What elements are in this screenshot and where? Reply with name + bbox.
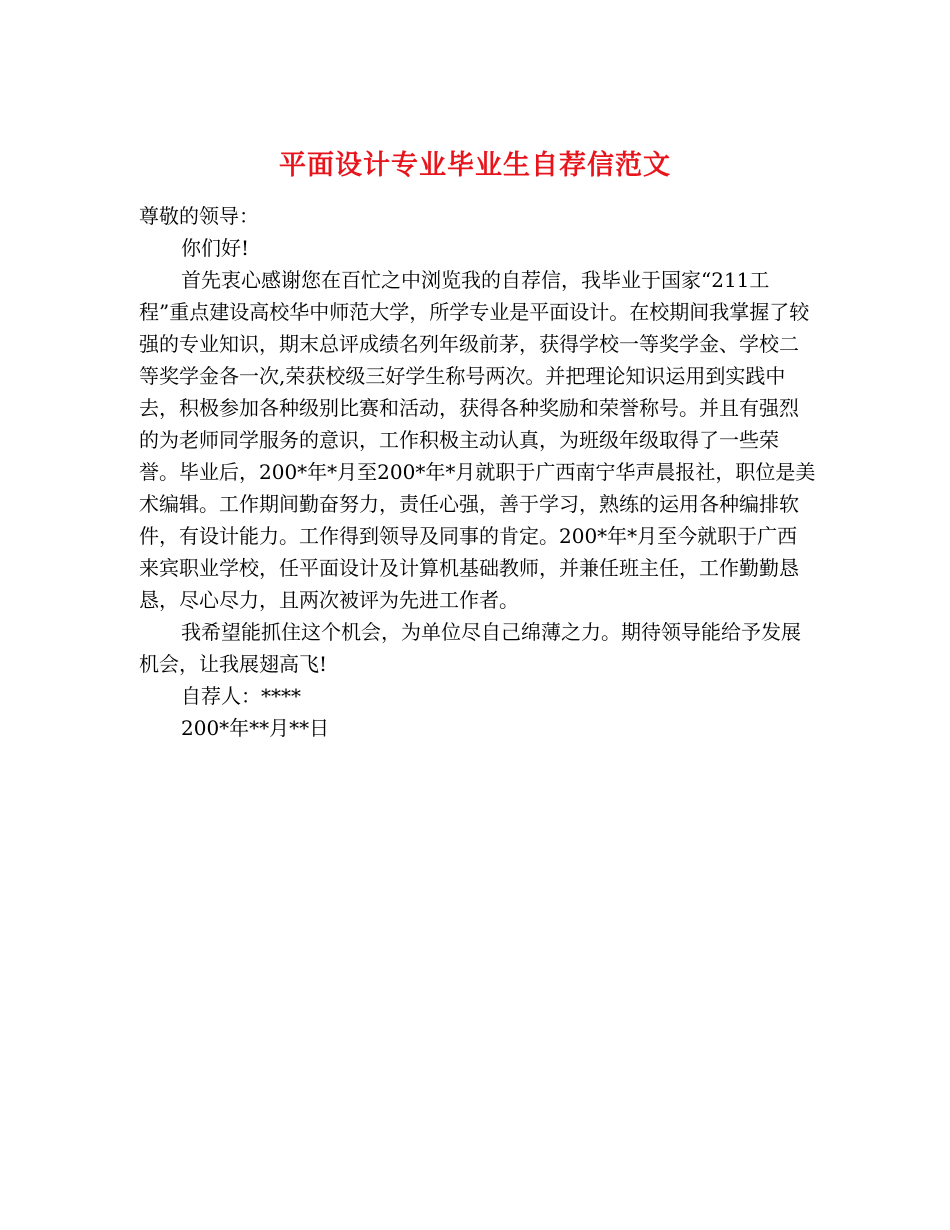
date: 200*年**月**日: [181, 716, 330, 740]
document-title: 平面设计专业毕业生自荐信范文: [279, 150, 671, 182]
signature: 自荐人：****: [181, 684, 301, 708]
greeting: 你们好!: [181, 236, 250, 260]
salutation: 尊敬的领导：: [139, 204, 259, 228]
letter-body: [139, 200, 817, 744]
paragraph-introduction: 首先衷心感谢您在百忙之中浏览我的自荐信，我毕业于国家“211工程”重点建设高校华中师范大学，所学专业是平面设计。在校期间我掌握了较强的专业知识，期末总评成绩名列年级前茅，获得学校一等奖学金、学校二等奖学金各一次,荣获校级三好学生称号两次。并把理论知识运用到实践中去，积极参加各种级别比赛和活动，获得各种奖励和荣誉称号。并且有强烈的为老师同学服务的意识，工作积极主动认真，为班级年级取得了一些荣誉。毕业后，200*年*月至200*年*月就职于广西南宁华声晨报社，职位是美术编辑。工作期间勤奋努力，责任心强，善于学习，熟练的运用各种编排软件，有设计能力。工作得到领导及同事的肯定。200*年*月至今就职于广西来宾职业学校，任平面设计及计算机基础教师，并兼任班主任，工作勤勤恳恳，尽心尽力，且两次被评为先进工作者。: [139, 268, 816, 612]
paragraph-closing: 我希望能抓住这个机会，为单位尽自己绵薄之力。期待领导能给予发展机会，让我展翅高飞!: [139, 620, 801, 676]
